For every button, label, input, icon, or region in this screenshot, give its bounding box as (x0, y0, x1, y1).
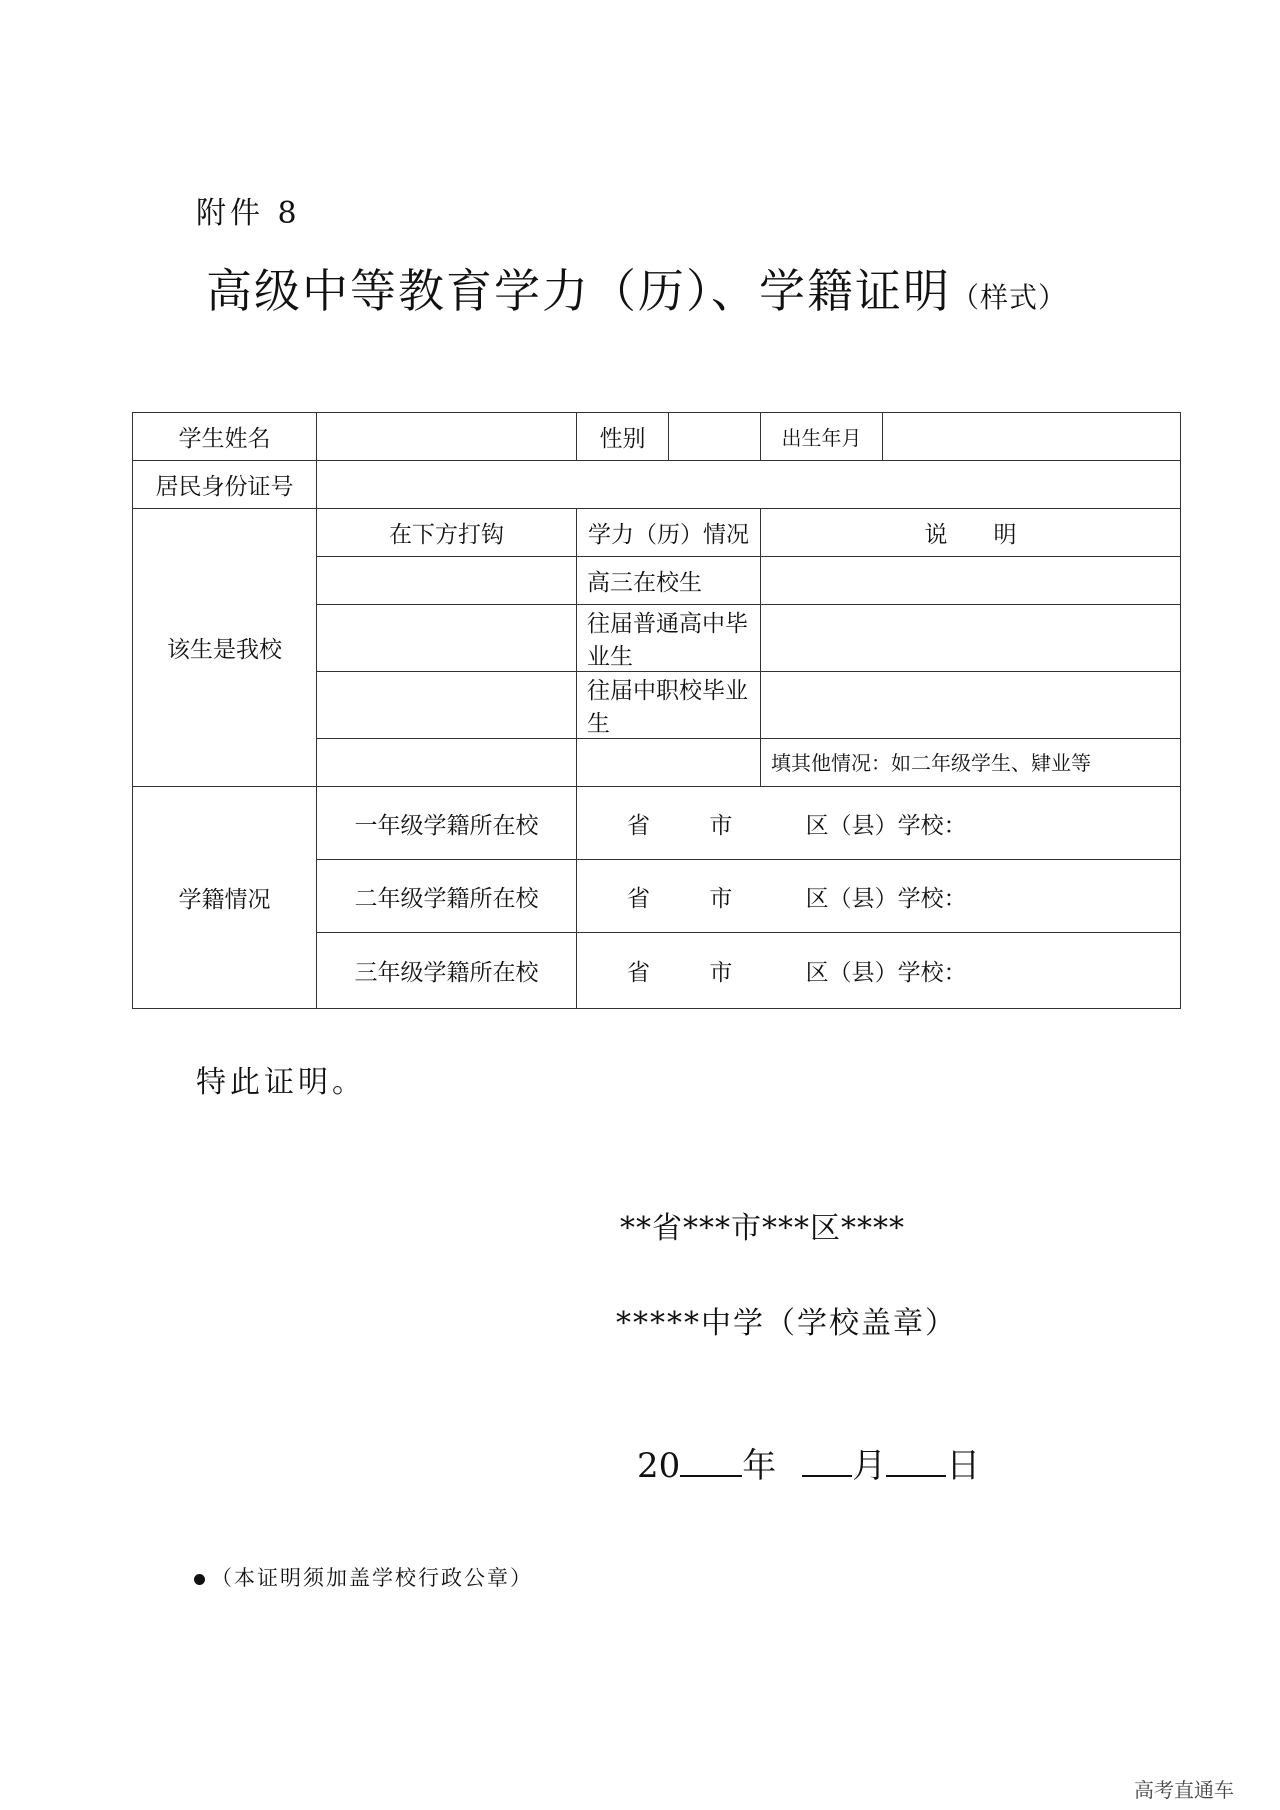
city-label: 市 (709, 812, 733, 839)
status-option-label: 往届中职校毕业生 (577, 672, 761, 739)
document-title (206, 255, 1067, 321)
enrollment-row (133, 787, 1181, 860)
status-option-label: 往届普通高中毕业生 (577, 605, 761, 672)
gender-field[interactable] (669, 413, 761, 461)
row-status-header (133, 509, 1181, 557)
status-note-cell[interactable] (761, 605, 1181, 672)
footnote (194, 1562, 533, 1592)
row-id-number (133, 461, 1181, 509)
status-note-cell: 填其他情况：如二年级学生、肄业等 (761, 739, 1181, 787)
day-label: 日 (946, 1446, 981, 1486)
status-check-cell[interactable] (317, 557, 577, 605)
note-column-header: 说 明 (761, 509, 1181, 557)
date-prefix: 20 (637, 1446, 681, 1486)
year-label: 年 (742, 1446, 777, 1486)
status-note-cell[interactable] (761, 557, 1181, 605)
footnote-text: （本证明须加盖学校行政公章） (211, 1566, 533, 1590)
status-check-cell[interactable] (317, 739, 577, 787)
certificate-form-table (132, 412, 1181, 1009)
district-school-label: 区（县）学校： (805, 812, 967, 839)
province-label: 省 (627, 960, 650, 986)
city-label: 市 (709, 885, 733, 912)
status-group-label: 该生是我校 (133, 509, 317, 787)
month-blank[interactable] (802, 1445, 852, 1477)
city-label: 市 (709, 960, 733, 986)
birth-date-label: 出生年月 (761, 413, 883, 461)
district-school-label: 区（县）学校： (805, 885, 967, 912)
enrollment-year-label: 三年级学籍所在校 (317, 933, 577, 1009)
status-option-label[interactable] (577, 739, 761, 787)
enrollment-year-label: 一年级学籍所在校 (317, 787, 577, 860)
status-note-cell[interactable] (761, 672, 1181, 739)
year-blank[interactable] (680, 1445, 742, 1477)
status-check-cell[interactable] (317, 672, 577, 739)
enrollment-location-field[interactable] (577, 787, 1181, 860)
day-blank[interactable] (886, 1445, 946, 1477)
bullet-icon (194, 1574, 205, 1585)
status-check-cell[interactable] (317, 605, 577, 672)
row-basic-info (133, 413, 1181, 461)
title-suffix: （样式） (951, 281, 1068, 314)
title-main: 高级中等教育学力（历）、学籍证明 (206, 264, 951, 318)
province-label: 省 (627, 885, 650, 912)
certify-statement: 特此证明。 (196, 1065, 366, 1100)
month-label: 月 (852, 1446, 887, 1486)
birth-date-field[interactable] (883, 413, 1181, 461)
district-school-label: 区（县）学校： (805, 960, 967, 986)
enrollment-location-field[interactable] (577, 933, 1181, 1009)
student-name-label: 学生姓名 (133, 413, 317, 461)
province-label: 省 (627, 812, 650, 839)
school-address: **省***市***区**** (620, 1211, 905, 1246)
id-number-field[interactable] (317, 461, 1181, 509)
status-option-label: 高三在校生 (577, 557, 761, 605)
watermark: 高考直通车 (1134, 1778, 1234, 1802)
check-column-header: 在下方打钩 (317, 509, 577, 557)
student-name-field[interactable] (317, 413, 577, 461)
enrollment-group-label: 学籍情况 (133, 787, 317, 1009)
status-column-header: 学力（历）情况 (577, 509, 761, 557)
id-number-label: 居民身份证号 (133, 461, 317, 509)
enrollment-year-label: 二年级学籍所在校 (317, 860, 577, 933)
date-line (637, 1438, 980, 1487)
school-seal-line: *****中学（学校盖章） (616, 1306, 957, 1341)
gender-label: 性别 (577, 413, 669, 461)
enrollment-location-field[interactable] (577, 860, 1181, 933)
attachment-label: 附件 8 (196, 196, 301, 231)
